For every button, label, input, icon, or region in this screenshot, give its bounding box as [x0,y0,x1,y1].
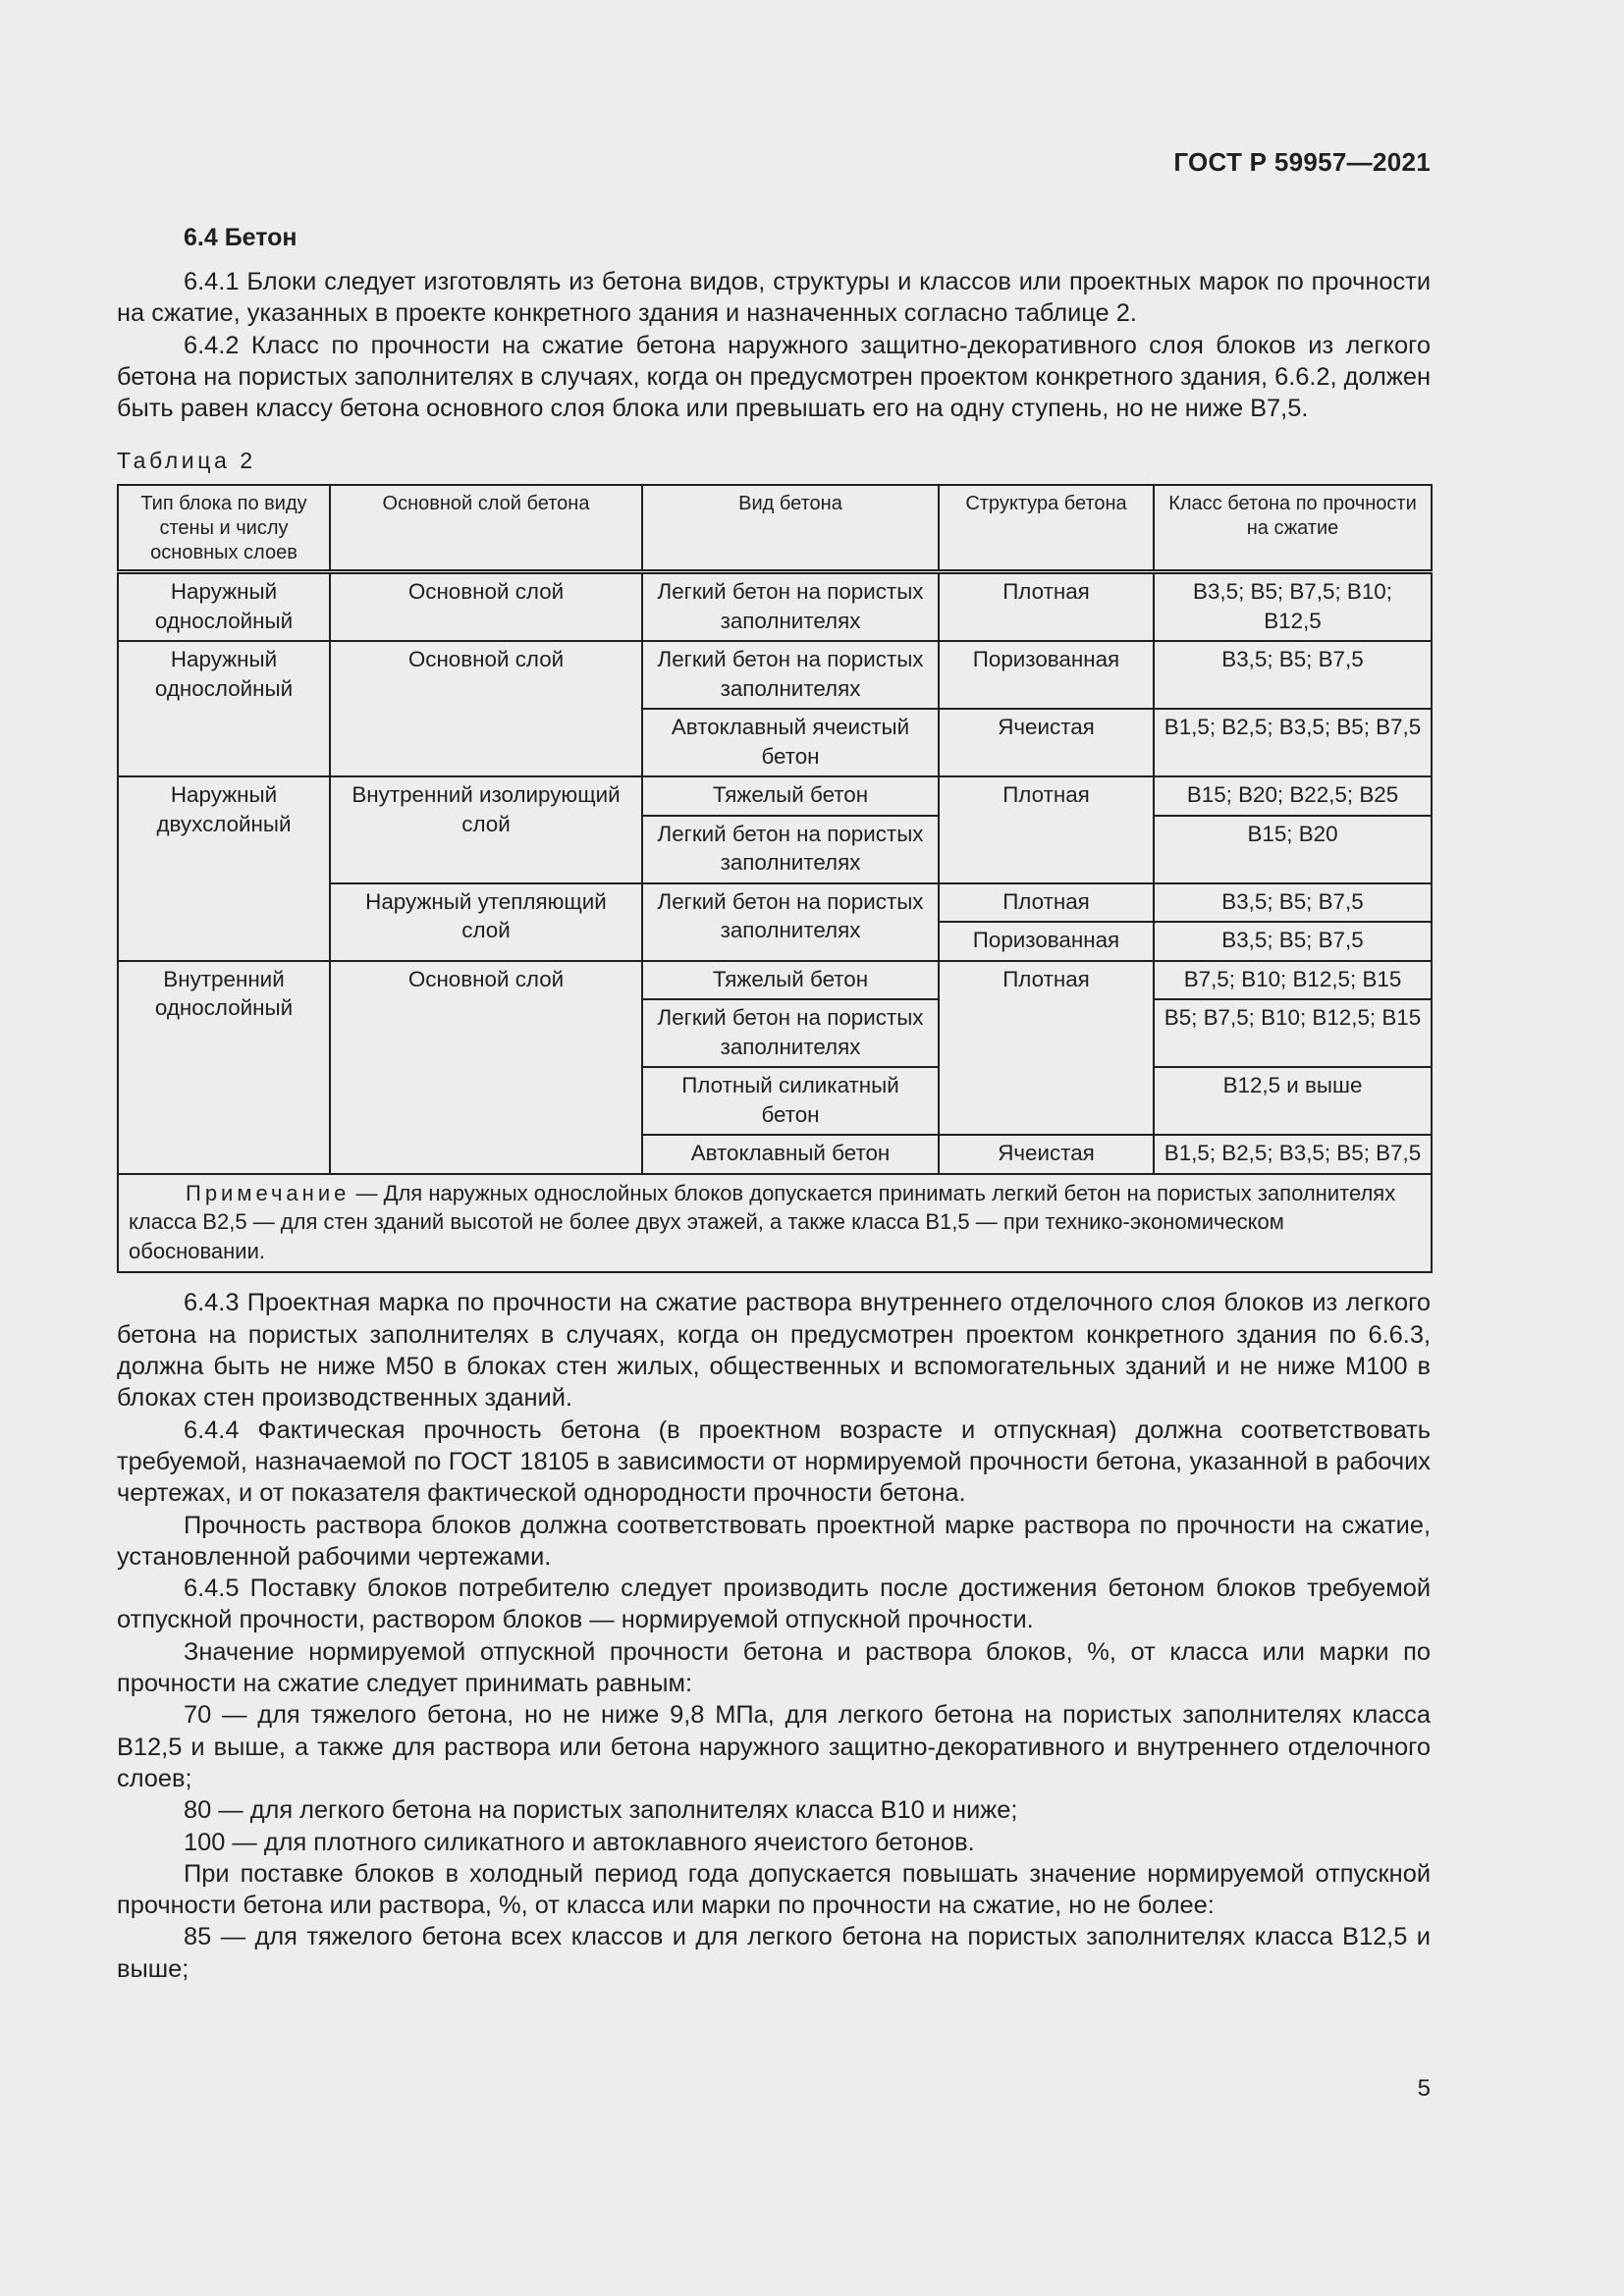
table-cell: Наружный двухслойный [118,776,330,961]
table-cell: Автоклавный бетон [642,1135,939,1174]
note-text: — Для наружных однослойных блоков допускается принимать легкий бетон на пористых заполнителях класса В2,5 — для стен зданий высотой не более двух этажей, а также класса В1,5 — при технико-экономическом обосновании. [129,1180,1396,1263]
note-label: Примечание [186,1180,351,1205]
table-cell: Поризованная [939,922,1154,961]
table-header-row [118,485,1432,572]
table-cell: Плотная [939,883,1154,923]
table-cell: Легкий бетон на пористых заполнителях [642,883,939,961]
column-header: Вид бетона [642,485,939,572]
list-item: 100 — для плотного силикатного и автоклавного ячеистого бетонов. [184,1828,975,1856]
list-item: 70 — для тяжелого бетона, но не ниже 9,8 МПа, для легкого бетона на пористых заполнителях класса В12,5 и выше, а также для раствора или бетона наружного защитно-декоративного и внутреннего отделочного слоев; [117,1701,1431,1792]
table-cell: Автоклавный ячеистый бетон [642,709,939,776]
paragraph-6-4-5: 6.4.5 Поставку блоков потребителю следует производить после достижения бетоном блоков требуемой отпускной прочности, раствором блоков — нормируемой отпускной прочности. [117,1575,1431,1634]
table-cell: Поризованная [939,641,1154,709]
paragraph: Прочность раствора блоков должна соответствовать проектной марке раствора по прочности на сжатие, установленной рабочими чертежами. [117,1511,1431,1571]
table-cell: Легкий бетон на пористых заполнителях [642,641,939,709]
table-cell: Плотная [939,961,1154,1136]
column-header: Тип блока по виду стены и числу основных слоев [118,485,330,572]
table-cell: Легкий бетон на пористых заполнителях [642,816,939,883]
table-cell: Ячеистая [939,1135,1154,1174]
paragraph-6-4-2: 6.4.2 Класс по прочности на сжатие бетона наружного защитно-декоративного слоя блоков из легкого бетона на пористых заполнителях в случаях, когда он предусмотрен проектом конкретного здания, 6.6.2, должен быть равен классу бетона основного слоя блока или превышать его на одну ступень, но не ниже В7,5. [117,331,1431,423]
list-item: 80 — для легкого бетона на пористых заполнителях класса В10 и ниже; [184,1796,1018,1825]
table-cell: В1,5; В2,5; В3,5; В5; В7,5 [1154,709,1432,776]
table-cell: Тяжелый бетон [642,961,939,1000]
body-text-after-table [117,1287,1431,1985]
document-code: ГОСТ Р 59957—2021 [1173,147,1431,177]
column-header: Основной слой бетона [330,485,642,572]
table-row [118,641,1432,709]
table-row [118,961,1432,1000]
paragraph-6-4-3: 6.4.3 Проектная марка по прочности на сжатие раствора внутреннего отделочного слоя блоков из легкого бетона на пористых заполнителях в случаях, когда он предусмотрен проектом конкретного здания по 6.6.3, должна быть не ниже М50 в блоках стен жилых, общественных и вспомогательных зданий и не ниже М100 в блоках стен производственных зданий. [117,1289,1431,1413]
table-cell: Наружный однослойный [118,572,330,642]
table-cell: Основной слой [330,572,642,642]
table-cell: В3,5; В5; В7,5 [1154,641,1432,709]
table-cell: Внутренний однослойный [118,961,330,1174]
table-cell: Основной слой [330,961,642,1174]
paragraph-6-4-1: 6.4.1 Блоки следует изготовлять из бетона видов, структуры и классов или проектных марок по прочности на сжатие, указанных в проекте конкретного здания и назначенных согласно таблице 2. [117,268,1431,328]
table-cell: В12,5 и выше [1154,1067,1432,1135]
table-cell: Легкий бетон на пористых заполнителях [642,999,939,1067]
table-cell: Тяжелый бетон [642,776,939,816]
page-number: 5 [1417,2075,1431,2102]
table-cell: Плотный силикатный бетон [642,1067,939,1135]
paragraph: Значение нормируемой отпускной прочности бетона и раствора блоков, %, от класса или марки по прочности на сжатие следует принимать равным: [117,1637,1431,1698]
table-cell: Плотная [939,776,1154,883]
table-cell: Плотная [939,572,1154,642]
table-cell: В7,5; В10; В12,5; В15 [1154,961,1432,1000]
paragraph: При поставке блоков в холодный период года допускается повышать значение нормируемой отпускной прочности бетона или раствора, %, от класса или марки по прочности на сжатие, но не более: [117,1859,1431,1920]
table-cell: Внутренний изолирующий слой [330,776,642,883]
list-item: 85 — для тяжелого бетона всех классов и для легкого бетона на пористых заполнителях класса В12,5 и выше; [117,1923,1431,1983]
table-cell: Легкий бетон на пористых заполнителях [642,572,939,642]
table-cell: Наружный утепляющий слой [330,883,642,961]
table-cell: В3,5; В5; В7,5 [1154,883,1432,923]
column-header: Класс бетона по прочности на сжатие [1154,485,1432,572]
table-note-row [118,1174,1432,1273]
column-header: Структура бетона [939,485,1154,572]
table-cell: В5; В7,5; В10; В12,5; В15 [1154,999,1432,1067]
table-cell: Основной слой [330,641,642,776]
table-cell: В15; В20; В22,5; В25 [1154,776,1432,816]
table-cell: В1,5; В2,5; В3,5; В5; В7,5 [1154,1135,1432,1174]
table-cell: Ячеистая [939,709,1154,776]
page-content [117,224,1431,1985]
table-note [118,1174,1432,1273]
table-cell: В3,5; В5; В7,5 [1154,922,1432,961]
table-cell: В15; В20 [1154,816,1432,883]
table-cell: Наружный однослойный [118,641,330,776]
table-row [118,776,1432,816]
concrete-table [117,484,1433,1273]
table-caption: Таблица 2 [117,448,256,474]
table-cell: В3,5; В5; В7,5; В10; В12,5 [1154,572,1432,642]
section-title: 6.4 Бетон [184,224,298,251]
table-row [118,572,1432,642]
paragraph-6-4-4: 6.4.4 Фактическая прочность бетона (в проектном возрасте и отпускная) должна соответствовать требуемой, назначаемой по ГОСТ 18105 в зависимости от нормируемой прочности бетона, указанной в рабочих чертежах, и от показателя фактической однородности прочности бетона. [117,1415,1431,1508]
